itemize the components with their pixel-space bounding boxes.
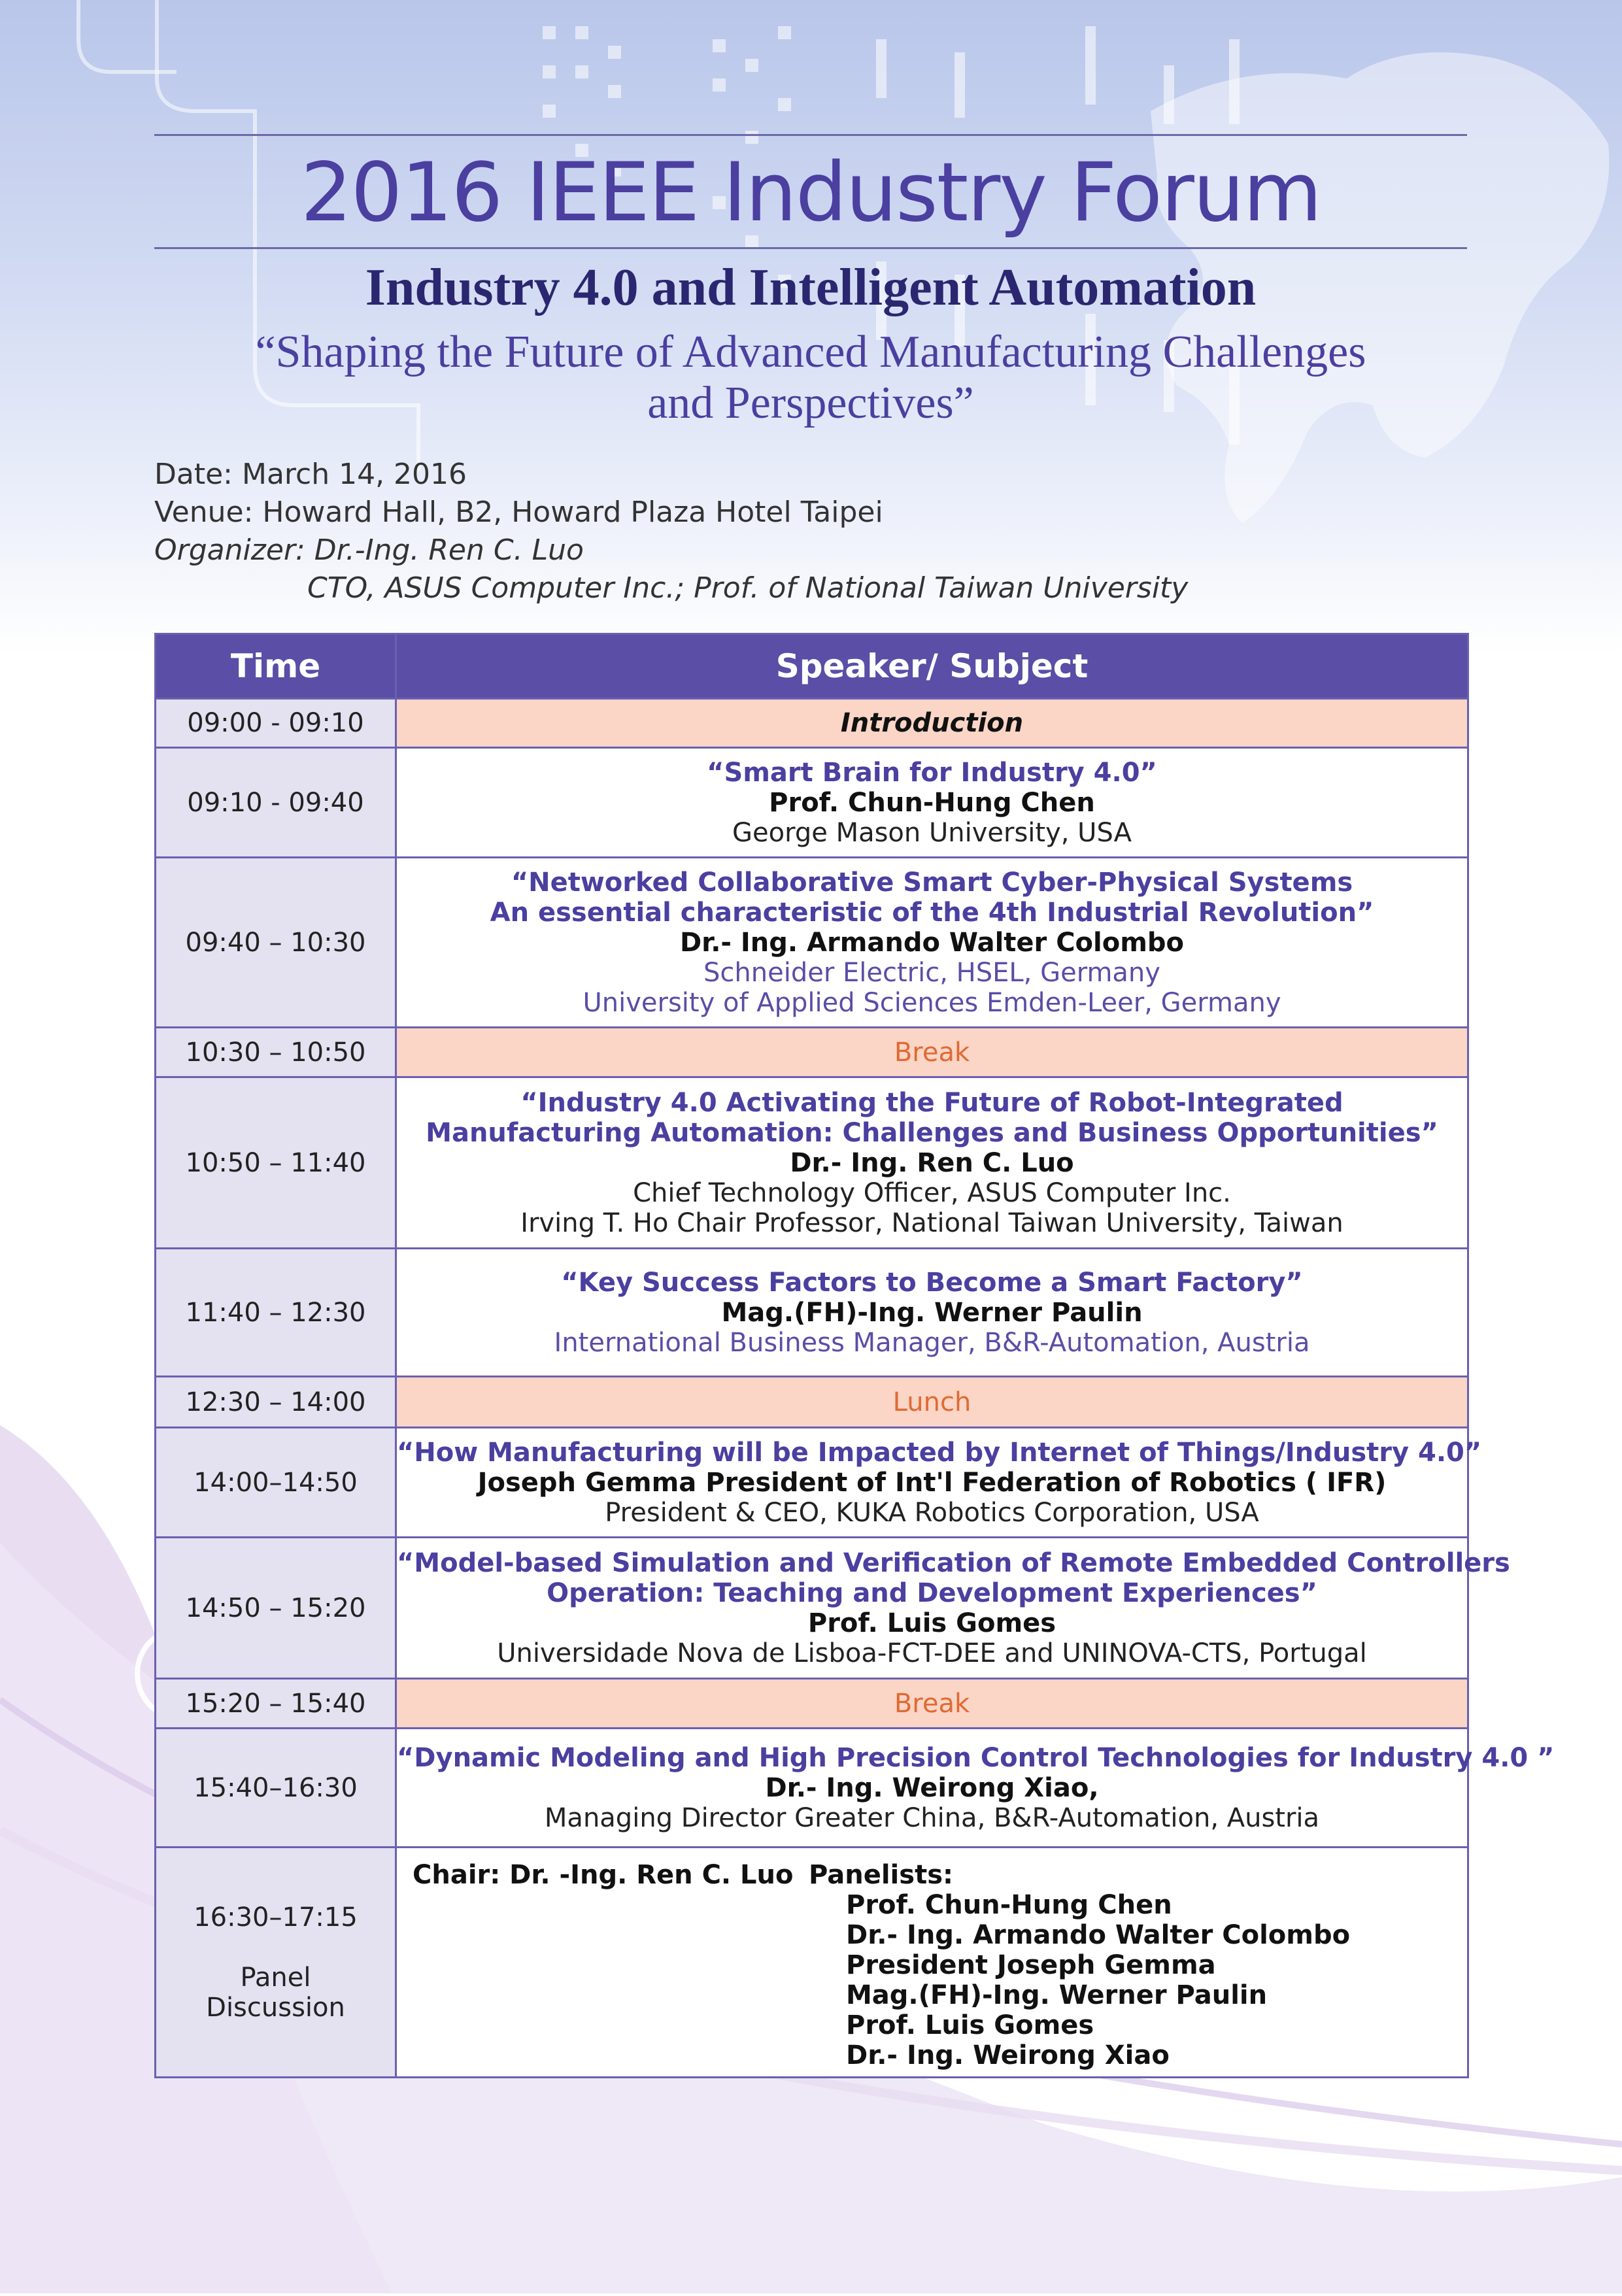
speaker-affiliation: Chief Technology Officer, ASUS Computer Inc. <box>633 1177 1231 1208</box>
speaker-name: Joseph Gemma President of Int'l Federation of Robotics ( IFR) <box>477 1467 1387 1498</box>
speaker-affiliation: Universidade Nova de Lisboa-FCT-DEE and UNINOVA-CTS, Portugal <box>497 1638 1367 1668</box>
tagline-line-1: “Shaping the Future of Advanced Manufacturing Challenges <box>255 327 1366 377</box>
subject-cell <box>396 1249 1468 1377</box>
table-row <box>156 1729 1468 1848</box>
table-row <box>156 858 1468 1028</box>
table-row <box>156 1377 1468 1428</box>
title-rule-bottom <box>154 247 1467 249</box>
speaker-affiliation: George Mason University, USA <box>732 817 1132 848</box>
time-cell: 15:40–16:30 <box>156 1729 396 1848</box>
panelist-list <box>846 1890 1350 2070</box>
break-label: Break <box>894 1688 970 1719</box>
subject-cell <box>396 748 1468 858</box>
table-row <box>156 1077 1468 1249</box>
panel-label: Panel <box>240 1962 311 1993</box>
page-subtitle: Industry 4.0 and Intelligent Automation <box>365 259 1257 316</box>
panelist: Dr.- Ing. Armando Walter Colombo <box>846 1920 1351 1950</box>
title-rule-top <box>154 134 1467 136</box>
lunch-label: Lunch <box>892 1387 972 1417</box>
session-title: “Smart Brain for Industry 4.0” <box>707 757 1157 788</box>
time-cell <box>156 1848 396 2078</box>
time-cell: 12:30 – 14:00 <box>156 1377 396 1428</box>
panelist: Prof. Luis Gomes <box>846 2010 1094 2040</box>
table-row <box>156 1249 1468 1377</box>
table-row <box>156 1679 1468 1729</box>
event-venue: Venue: Howard Hall, B2, Howard Plaza Hotel Taipei <box>154 496 883 529</box>
panelist: Mag.(FH)-Ing. Werner Paulin <box>846 1980 1268 2010</box>
time-cell: 14:50 – 15:20 <box>156 1538 396 1679</box>
panel-time: 16:30–17:15 <box>194 1902 358 1933</box>
time-cell: 10:30 – 10:50 <box>156 1028 396 1077</box>
speaker-name: Dr.- Ing. Ren C. Luo <box>790 1147 1074 1178</box>
panelist: Dr.- Ing. Weirong Xiao <box>846 2040 1170 2070</box>
session-title: “Dynamic Modeling and High Precision Control Technologies for Industry 4.0 ” <box>397 1742 1555 1773</box>
subject-cell <box>396 1377 1468 1428</box>
speaker-affiliation: President & CEO, KUKA Robotics Corporation, USA <box>605 1497 1259 1528</box>
subject-cell <box>396 858 1468 1028</box>
table-row <box>156 699 1468 748</box>
session-title: “Networked Collaborative Smart Cyber-Physical Systems <box>511 867 1353 898</box>
session-title: Introduction <box>840 708 1024 738</box>
panelist: President Joseph Gemma <box>846 1950 1216 1980</box>
subject-cell <box>396 1028 1468 1077</box>
speaker-affiliation: International Business Manager, B&R-Automation, Austria <box>554 1327 1310 1358</box>
session-title: Operation: Teaching and Development Experiences” <box>547 1578 1317 1608</box>
time-cell: 11:40 – 12:30 <box>156 1249 396 1377</box>
time-cell: 14:00–14:50 <box>156 1428 396 1538</box>
tagline <box>196 327 1425 429</box>
speaker-name: Mag.(FH)-Ing. Werner Paulin <box>721 1297 1143 1328</box>
subject-cell <box>396 1077 1468 1249</box>
session-title: “How Manufacturing will be Impacted by Internet of Things/Industry 4.0” <box>397 1437 1482 1468</box>
subject-cell <box>396 699 1468 748</box>
session-title: Manufacturing Automation: Challenges and Business Opportunities” <box>426 1117 1438 1148</box>
speaker-affiliation: Schneider Electric, HSEL, Germany <box>703 957 1160 988</box>
subject-cell <box>396 1538 1510 1679</box>
time-cell: 09:00 - 09:10 <box>156 699 396 748</box>
speaker-affiliation: University of Applied Sciences Emden-Leer, Germany <box>583 987 1281 1018</box>
table-row <box>156 1428 1468 1538</box>
break-label: Break <box>894 1037 970 1068</box>
panel-chair: Chair: Dr. -Ing. Ren C. Luo <box>413 1860 794 1890</box>
panel-row <box>156 1848 1468 2078</box>
panel-label: Discussion <box>206 1992 345 2023</box>
panelists-label: Panelists: <box>809 1860 953 1890</box>
column-header-time: Time <box>156 634 396 699</box>
subject-cell <box>396 1679 1468 1729</box>
page-title: 2016 IEEE Industry Forum <box>300 146 1321 240</box>
subject-cell <box>396 1729 1555 1848</box>
session-title: An essential characteristic of the 4th Industrial Revolution” <box>490 897 1374 928</box>
panelist: Prof. Chun-Hung Chen <box>846 1890 1172 1920</box>
speaker-name: Prof. Chun-Hung Chen <box>769 787 1095 818</box>
speaker-affiliation: Managing Director Greater China, B&R-Automation, Austria <box>544 1802 1320 1833</box>
agenda-table <box>154 633 1555 2078</box>
tagline-line-2: and Perspectives” <box>647 378 974 428</box>
speaker-name: Dr.- Ing. Armando Walter Colombo <box>679 927 1185 958</box>
session-title: “Industry 4.0 Activating the Future of Robot-Integrated <box>520 1087 1343 1118</box>
event-date: Date: March 14, 2016 <box>154 458 467 491</box>
table-row <box>156 1028 1468 1077</box>
event-organizer: Organizer: Dr.-Ing. Ren C. Luo <box>154 533 584 567</box>
time-cell: 09:10 - 09:40 <box>156 748 396 858</box>
time-cell: 10:50 – 11:40 <box>156 1077 396 1249</box>
session-title: “Model-based Simulation and Verification of Remote Embedded Controllers <box>397 1547 1510 1578</box>
subject-cell <box>396 1428 1482 1538</box>
speaker-name: Dr.- Ing. Weirong Xiao, <box>765 1772 1099 1803</box>
speaker-affiliation: Irving T. Ho Chair Professor, National Taiwan University, Taiwan <box>520 1207 1343 1238</box>
time-cell: 15:20 – 15:40 <box>156 1679 396 1729</box>
table-row <box>156 748 1468 858</box>
session-title: “Key Success Factors to Become a Smart Factory” <box>561 1267 1303 1298</box>
column-header-subject: Speaker/ Subject <box>396 634 1468 699</box>
table-header-row <box>156 634 1468 699</box>
table-row <box>156 1538 1468 1679</box>
speaker-name: Prof. Luis Gomes <box>807 1608 1056 1638</box>
time-cell: 09:40 – 10:30 <box>156 858 396 1028</box>
organizer-affiliation: CTO, ASUS Computer Inc.; Prof. of National Taiwan University <box>307 571 1189 605</box>
panel-cell <box>396 1848 1468 2078</box>
